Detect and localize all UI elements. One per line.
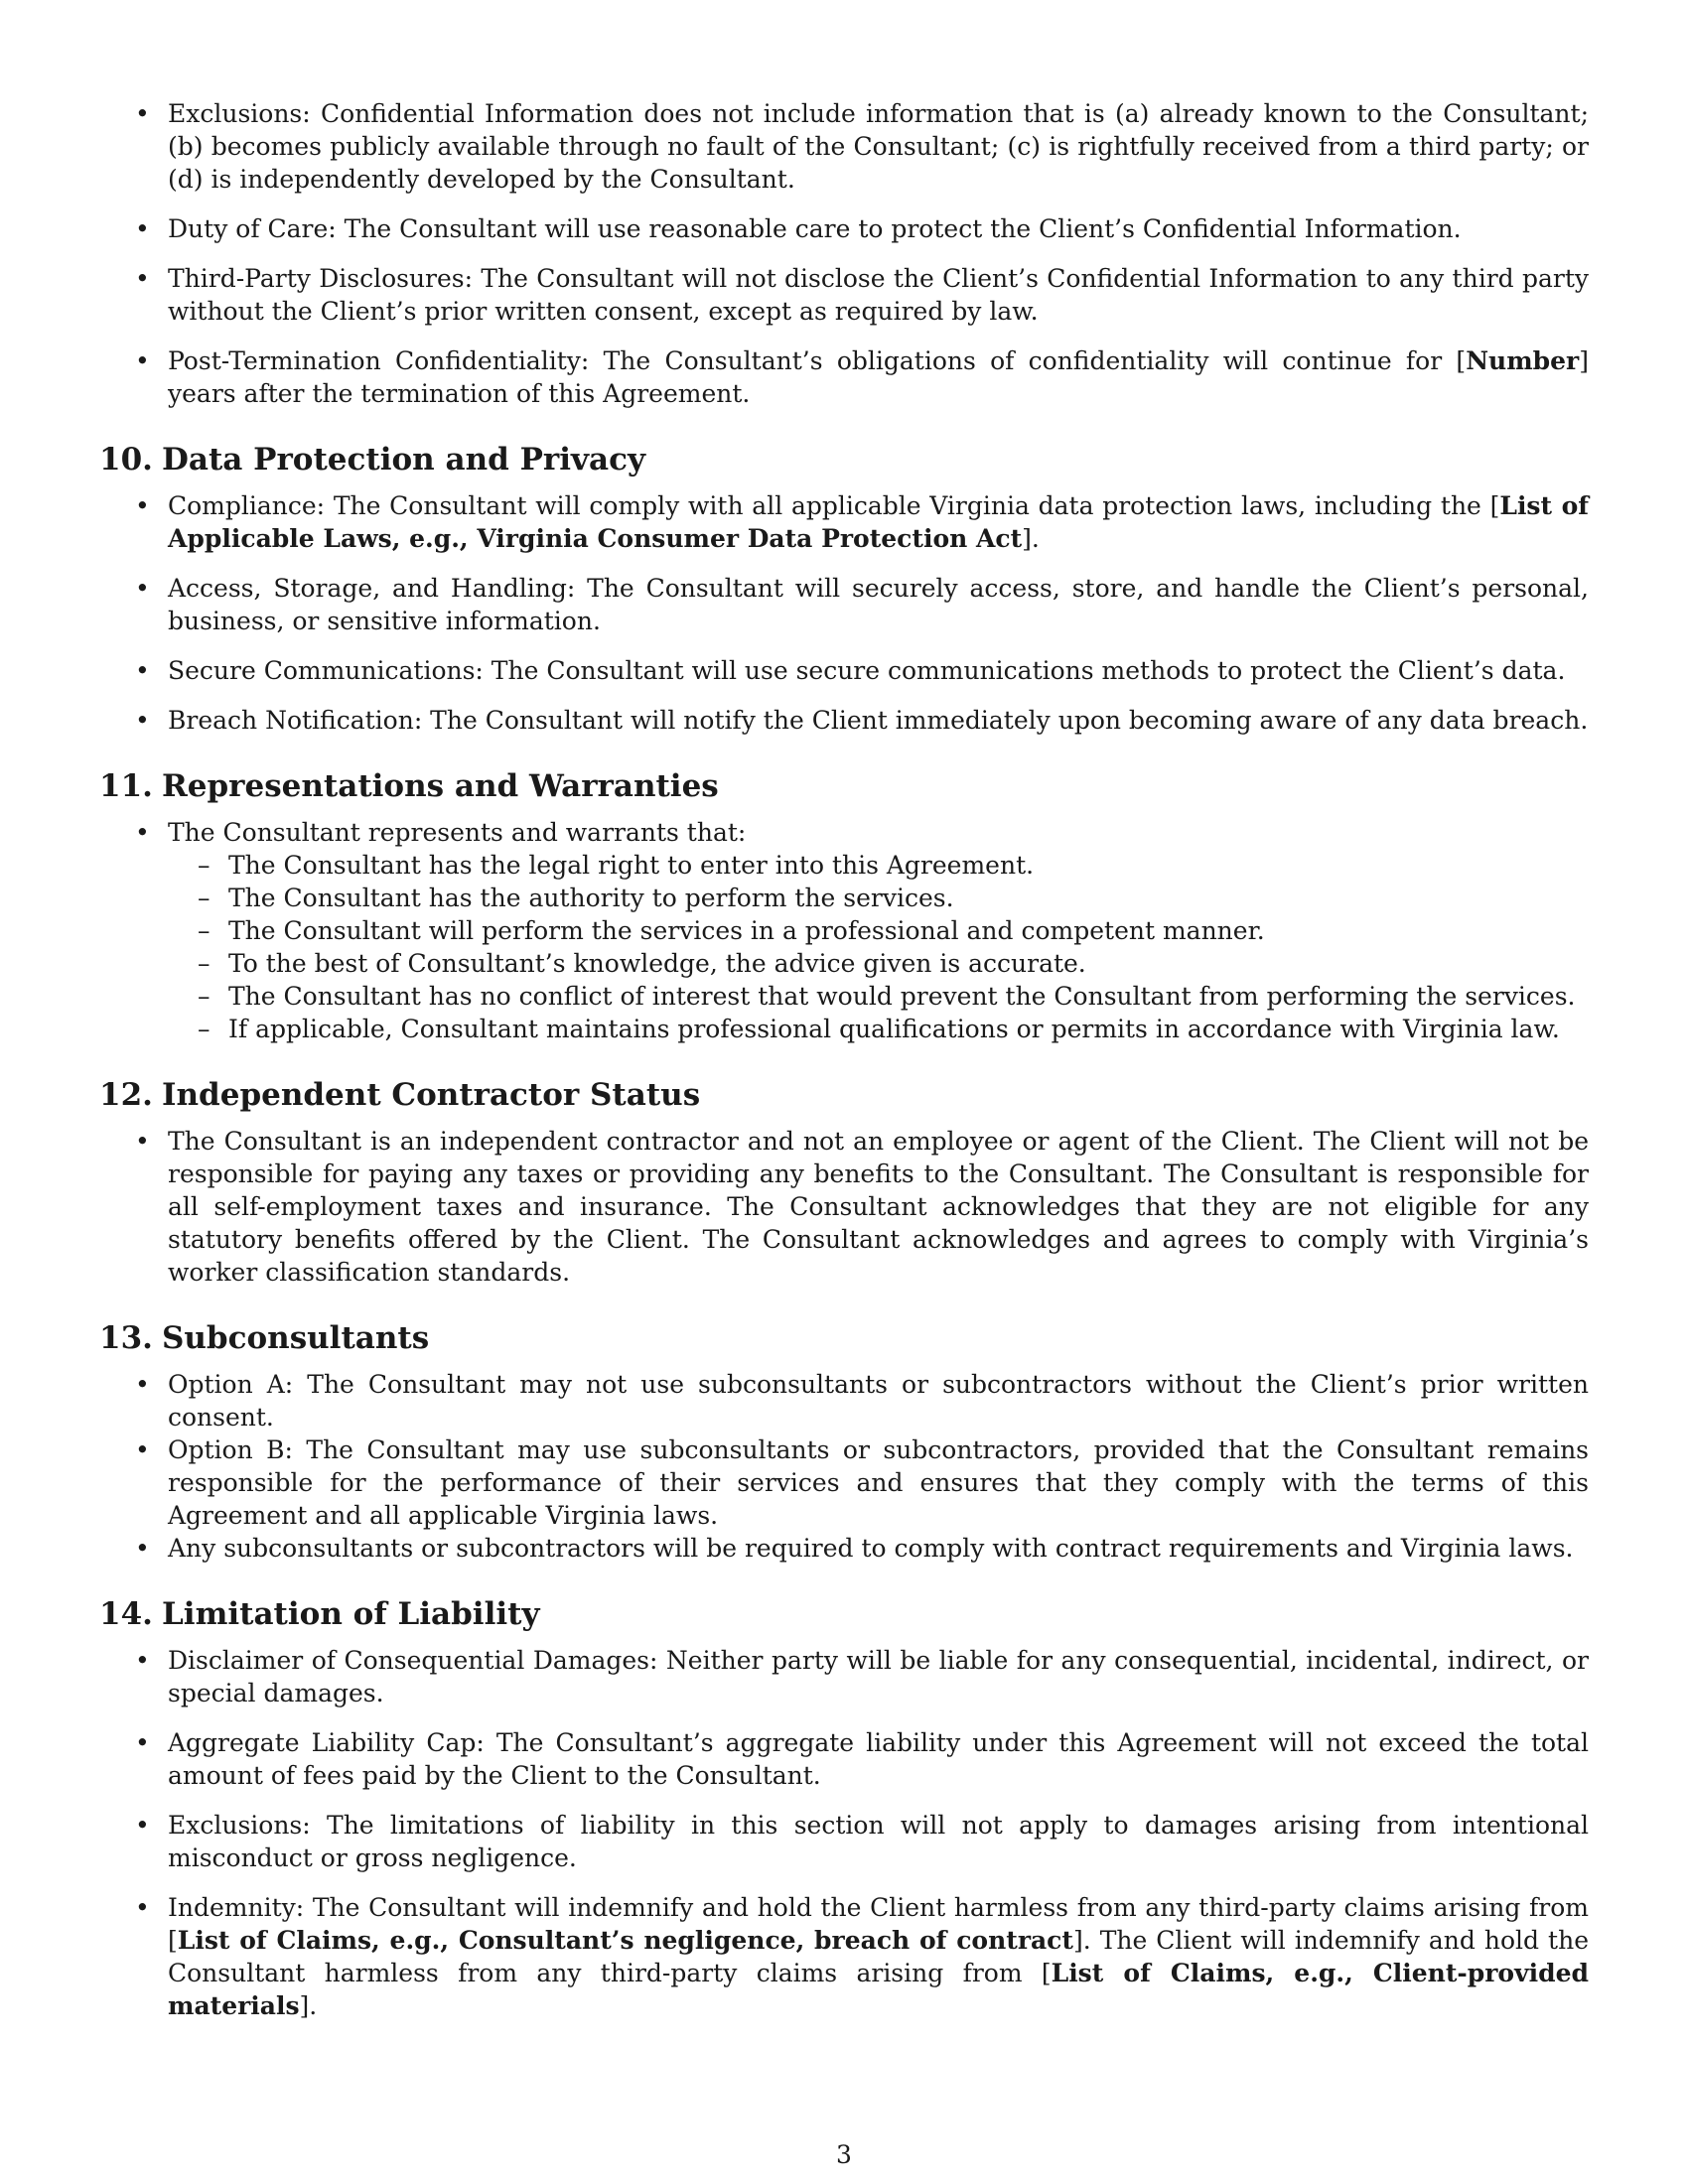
- list-item: • The Consultant is an independent contractor and not an employee or agent of the Client. The Client will not be responsible for paying any taxes or providing any benefits to the Consultant. The Consultant is responsible for all self-employment taxes and insurance. The Consultant acknowledges that they are not eligible for any statutory benefits offered by the Client. The Consultant acknowledges and agrees to comply with Virginia’s worker classification standards.: [99, 1125, 1589, 1289]
- list-item: • Aggregate Liability Cap: The Consultant’s aggregate liability under this Agreement will not exceed the total amount of fees paid by the Client to the Consultant.: [99, 1726, 1589, 1792]
- section-10: [99, 440, 1589, 737]
- subconsultants-list: [99, 1368, 1589, 1565]
- page-number: 3: [836, 2140, 852, 2169]
- sub-list-item: – To the best of Consultant’s knowledge, the advice given is accurate.: [168, 947, 1589, 980]
- liability-list: [99, 1644, 1589, 2022]
- list-item: • Indemnity: The Consultant will indemnify and hold the Client harmless from any third-party claims arising from [List of Claims, e.g., Consultant’s negligence, breach of contract]. The Client will indemnify and hold the Consultant harmless from any third-party claims arising from [List of Claims, e.g., Client-provided materials].: [99, 1891, 1589, 2022]
- list-item: • Exclusions: The limitations of liability in this section will not apply to damages arising from intentional misconduct or gross negligence.: [99, 1809, 1589, 1874]
- list-item: • Option A: The Consultant may not use subconsultants or subcontractors without the Client’s prior written consent.: [99, 1368, 1589, 1433]
- list-item: • Option B: The Consultant may use subconsultants or subcontractors, provided that the Consultant remains responsible for the performance of their services and ensures that they comply with the terms of this Agreement and all applicable Virginia laws.: [99, 1433, 1589, 1532]
- placeholder-text: Number: [1466, 346, 1580, 375]
- section-heading: 14. Limitation of Liability: [99, 1596, 540, 1632]
- placeholder-text: List of Claims, e.g., Client-provided materials: [168, 1959, 1589, 2020]
- list-item: • The Consultant represents and warrants that: – The Consultant has the legal right to enter into this Agreement. – The Consultant has the authority to perform the services. – The Consultant will perform the services in a professional and competent manner. – To the best of Consultant’s knowledge, the advice given is accurate. – The Consultant has no conflict of interest that would prevent the Consultant from performing the services. – If applicable, Consultant maintains professional qualifications or permits in accordance with Virginia law.: [99, 816, 1589, 1045]
- list-item: • Breach Notification: The Consultant will notify the Client immediately upon becoming aware of any data breach.: [99, 704, 1589, 737]
- sub-list-item: – If applicable, Consultant maintains professional qualifications or permits in accordance with Virginia law.: [168, 1013, 1589, 1045]
- document-page: [99, 97, 1589, 2022]
- list-item: • Third-Party Disclosures: The Consultant will not disclose the Client’s Confidential Information to any third party without the Client’s prior written consent, except as required by law.: [99, 262, 1589, 328]
- warranties-list: [99, 816, 1589, 1045]
- section-heading: 13. Subconsultants: [99, 1320, 430, 1356]
- list-item: • Exclusions: Confidential Information does not include information that is (a) already known to the Consultant; (b) becomes publicly available through no fault of the Consultant; (c) is rightfully received from a third party; or (d) is independently developed by the Consultant.: [99, 97, 1589, 196]
- sub-list-item: – The Consultant has the legal right to enter into this Agreement.: [168, 849, 1589, 882]
- sub-list-item: – The Consultant has no conflict of interest that would prevent the Consultant from performing the services.: [168, 980, 1589, 1013]
- warranties-sublist: [168, 849, 1589, 1045]
- section-heading: 12. Independent Contractor Status: [99, 1077, 701, 1113]
- list-item: • Post-Termination Confidentiality: The Consultant’s obligations of confidentiality will continue for [Number] years after the termination of this Agreement.: [99, 344, 1589, 410]
- sub-list-item: – The Consultant will perform the services in a professional and competent manner.: [168, 914, 1589, 947]
- section-12: [99, 1075, 1589, 1289]
- list-item: • Duty of Care: The Consultant will use reasonable care to protect the Client’s Confidential Information.: [99, 212, 1589, 245]
- confidentiality-list: [99, 97, 1589, 410]
- contractor-status-list: [99, 1125, 1589, 1289]
- list-item: • Disclaimer of Consequential Damages: Neither party will be liable for any consequential, incidental, indirect, or special damages.: [99, 1644, 1589, 1709]
- sub-list-item: – The Consultant has the authority to perform the services.: [168, 882, 1589, 914]
- confidentiality-continuation: [99, 97, 1589, 410]
- data-protection-list: [99, 489, 1589, 737]
- section-11: [99, 766, 1589, 1045]
- placeholder-text: List of Claims, e.g., Consultant’s negligence, breach of contract: [177, 1926, 1073, 1955]
- list-item: • Compliance: The Consultant will comply with all applicable Virginia data protection laws, including the [List of Applicable Laws, e.g., Virginia Consumer Data Protection Act].: [99, 489, 1589, 555]
- section-13: [99, 1318, 1589, 1565]
- list-item: • Secure Communications: The Consultant will use secure communications methods to protect the Client’s data.: [99, 654, 1589, 687]
- section-heading: 10. Data Protection and Privacy: [99, 442, 646, 478]
- placeholder-text: List of Applicable Laws, e.g., Virginia Consumer Data Protection Act: [168, 491, 1589, 553]
- list-item: • Any subconsultants or subcontractors will be required to comply with contract requirements and Virginia laws.: [99, 1532, 1589, 1565]
- section-14: [99, 1594, 1589, 2022]
- section-heading: 11. Representations and Warranties: [99, 768, 719, 804]
- list-item: • Access, Storage, and Handling: The Consultant will securely access, store, and handle the Client’s personal, business, or sensitive information.: [99, 572, 1589, 637]
